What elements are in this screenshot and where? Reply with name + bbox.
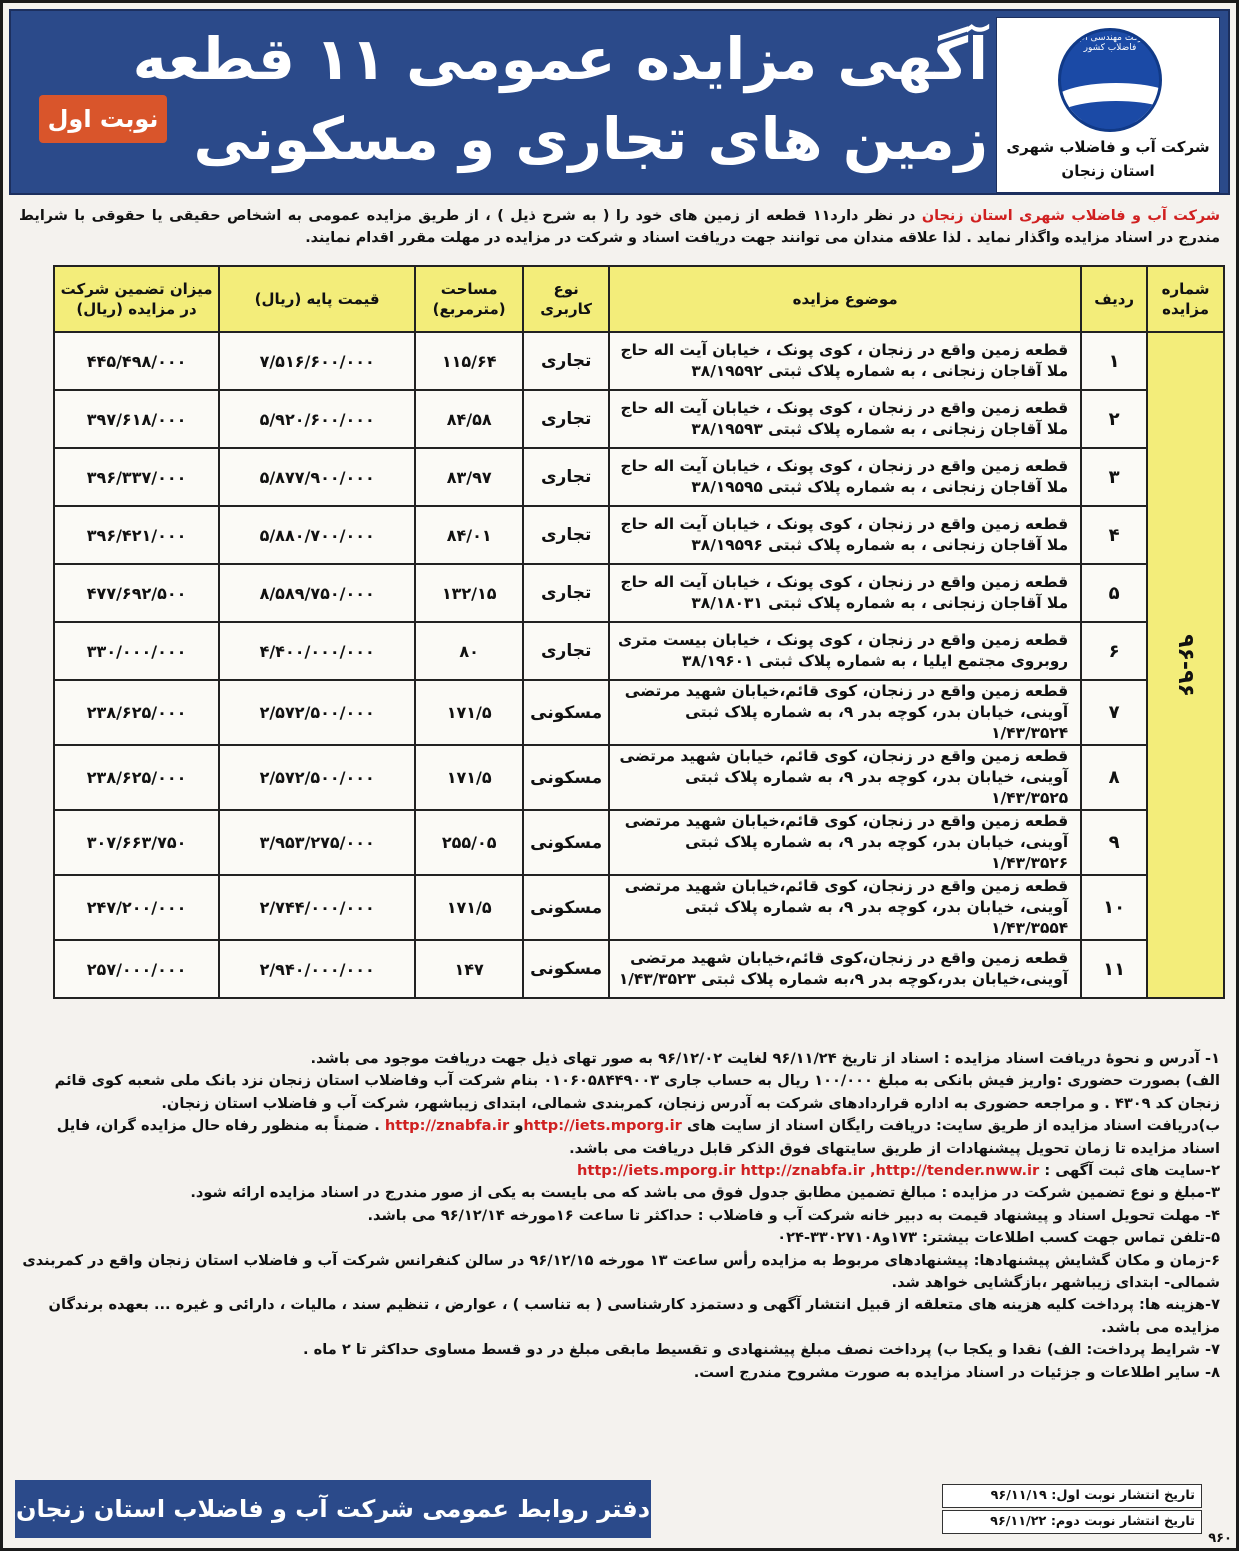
header-usage: نوع کاربری: [523, 266, 609, 332]
guarantee-cell: ۳۹۶/۴۲۱/۰۰۰: [54, 506, 219, 564]
subject-cell: قطعه زمین واقع در زنجان،کوی قائم،خیابان شهید مرتضی آوینی،خیابان بدر،کوچه بدر ۹،به شماره پلاک ثبتی ۱/۴۳/۳۵۲۳: [609, 940, 1081, 998]
base-price-cell: ۸/۵۸۹/۷۵۰/۰۰۰: [219, 564, 415, 622]
logo-wave-shape: [1058, 101, 1162, 132]
base-price-cell: ۲/۵۷۲/۵۰۰/۰۰۰: [219, 745, 415, 810]
base-price-cell: ۲/۷۴۴/۰۰۰/۰۰۰: [219, 875, 415, 940]
guarantee-cell: ۲۴۷/۲۰۰/۰۰۰: [54, 875, 219, 940]
table-row: [54, 564, 1224, 622]
note-7b: ۷- شرایط پرداخت: الف) نقدا و یکجا ب) پرداخت نصف مبلغ پیشنهادی و تقسیط مابقی مبلغ در دو قسط مساوی حداکثر تا ۲ ماه .: [302, 1341, 1220, 1359]
pub-date-first: تاریخ انتشار نوبت اول: ۹۶/۱۱/۱۹: [942, 1484, 1202, 1508]
logo-arc-text: شرکت مهندسی آب و فاضلاب کشور: [1069, 33, 1151, 53]
usage-cell: تجاری: [523, 622, 609, 680]
subject-cell: قطعه زمین واقع در زنجان ، کوی پونک ، خیابان آیت اله حاج ملا آقاجان زنجانی ، به شماره پلاک ثبتی ۳۸/۱۹۵۹۶: [609, 506, 1081, 564]
table-row: [54, 745, 1224, 810]
usage-cell: مسکونی: [523, 940, 609, 998]
logo-company-name: شرکت آب و فاضلاب شهری: [1006, 138, 1210, 156]
notes-section: [19, 1048, 1220, 1384]
usage-cell: مسکونی: [523, 875, 609, 940]
guarantee-cell: ۳۹۷/۶۱۸/۰۰۰: [54, 390, 219, 448]
area-cell: ۲۵۵/۰۵: [415, 810, 523, 875]
usage-cell: تجاری: [523, 390, 609, 448]
base-price-cell: ۳/۹۵۳/۲۷۵/۰۰۰: [219, 810, 415, 875]
row-number-cell: ۳: [1081, 448, 1147, 506]
link-znabfa[interactable]: http://znabfa.ir: [384, 1117, 510, 1135]
base-price-cell: ۲/۵۷۲/۵۰۰/۰۰۰: [219, 680, 415, 745]
guarantee-cell: ۴۷۷/۶۹۲/۵۰۰: [54, 564, 219, 622]
row-number-cell: ۱۱: [1081, 940, 1147, 998]
guarantee-cell: ۳۹۶/۳۳۷/۰۰۰: [54, 448, 219, 506]
guarantee-cell: ۳۰۷/۶۶۳/۷۵۰: [54, 810, 219, 875]
usage-cell: مسکونی: [523, 745, 609, 810]
subject-cell: قطعه زمین واقع در زنجان، کوی قائم،خیابان شهید مرتضی آوینی، خیابان بدر، کوچه بدر ۹، به شماره پلاک ثبتی ۱/۴۳/۳۵۲۶: [609, 810, 1081, 875]
area-cell: ۱۳۲/۱۵: [415, 564, 523, 622]
note-1b: [19, 1115, 1220, 1160]
row-number-cell: ۹: [1081, 810, 1147, 875]
subject-cell: قطعه زمین واقع در زنجان، کوی قائم، خیابان شهید مرتضی آوینی، خیابان بدر، کوچه بدر ۹، به شماره پلاک ثبتی ۱/۴۳/۳۵۲۵: [609, 745, 1081, 810]
row-number-cell: ۶: [1081, 622, 1147, 680]
subject-cell: قطعه زمین واقع در زنجان، کوی قائم،خیابان شهید مرتضی آوینی، خیابان بدر، کوچه بدر ۹، به شماره پلاک ثبتی ۱/۴۳/۳۵۲۴: [609, 680, 1081, 745]
logo-company-province: استان زنجان: [1061, 162, 1155, 180]
note-2-label: ۲-سایت های ثبت آگهی :: [1039, 1162, 1220, 1180]
header-row: ردیف: [1081, 266, 1147, 332]
note-7: ۷-هزینه ها: پرداخت کلیه هزینه های متعلقه از قبیل انتشار آگهی و دستمزد کارشناسی ( به تناسب ) ، عوارض ، تنظیم سند ، مالیات ، دارائی و غیره ... بعهده برندگان مزایده می باشد.: [48, 1296, 1220, 1336]
area-cell: ۱۷۱/۵: [415, 745, 523, 810]
intro-text: در نظر دارد۱۱ قطعه از زمین های خود را ( به شرح ذیل ) ، از طریق مزایده عمومی به اشخاص حقیقی یا حقوقی با شرایط مندرج در اسناد مزایده واگذار نماید . لذا علاقه مندان می توانند جهت دریافت اسناد و شرکت در مزایده در مهلت مقرر اقدام نمایند.: [19, 208, 1220, 246]
row-number-cell: ۴: [1081, 506, 1147, 564]
row-number-cell: ۸: [1081, 745, 1147, 810]
base-price-cell: ۴/۴۰۰/۰۰۰/۰۰۰: [219, 622, 415, 680]
table-row: [54, 680, 1224, 745]
note-3: ۳-مبلغ و نوع تضمین شرکت در مزایده : مبالغ تضمین مطابق جدول فوق می باشد که می بایست به یکی از صور مندرج در اسناد مزایده ارائه شود.: [190, 1184, 1220, 1202]
auction-table: [53, 265, 1225, 999]
intro-paragraph: [19, 205, 1220, 249]
usage-cell: تجاری: [523, 564, 609, 622]
row-number-cell: ۵: [1081, 564, 1147, 622]
usage-cell: تجاری: [523, 448, 609, 506]
area-cell: ۸۰: [415, 622, 523, 680]
subject-cell: قطعه زمین واقع در زنجان ، کوی پونک ، خیابان بیست متری روبروی مجتمع ایلیا ، به شماره پلاک ثبتی ۳۸/۱۹۶۰۱: [609, 622, 1081, 680]
note-4: ۴- مهلت تحویل اسناد و پیشنهاد قیمت به دبیر خانه شرکت آب و فاضلاب : حداکثر تا ساعت ۱۶مورخه ۹۶/۱۲/۱۴ می باشد.: [367, 1206, 1220, 1224]
area-cell: ۸۴/۰۱: [415, 506, 523, 564]
area-cell: ۱۴۷: [415, 940, 523, 998]
header-area: مساحت (مترمربع): [415, 266, 523, 332]
area-cell: ۸۴/۵۸: [415, 390, 523, 448]
notice-title-line2: زمین های تجاری و مسکونی: [193, 105, 988, 173]
table-row: [54, 506, 1224, 564]
table-row: [54, 810, 1224, 875]
water-drop-logo-icon: [1058, 28, 1162, 132]
usage-cell: مسکونی: [523, 680, 609, 745]
table-row: [54, 875, 1224, 940]
pub-date-second: تاریخ انتشار نوبت دوم: ۹۶/۱۱/۲۲: [942, 1510, 1202, 1534]
link-iets[interactable]: http://iets.mporg.ir: [523, 1117, 682, 1135]
table-row: [54, 622, 1224, 680]
note-1a: الف) بصورت حضوری :واریز فیش بانکی به مبلغ ۱۰۰/۰۰۰ ریال به حساب جاری ۰۱۰۶۰۵۸۴۴۹۰۰۳ بنام شرکت آب وفاضلاب استان زنجان نزد بانک ملی شعبه کوی قائم زنجان کد ۴۳۰۹ . و مراجعه حضوری به اداره قراردادهای شرکت به آدرس زنجان، کمربندی شمالی، ابتدای زیباشهر، شرکت آب و فاضلاب استان زنجان.: [54, 1072, 1220, 1112]
row-number-cell: ۷: [1081, 680, 1147, 745]
guarantee-cell: ۳۳۰/۰۰۰/۰۰۰: [54, 622, 219, 680]
note-1b-and: و: [509, 1117, 524, 1135]
base-price-cell: ۵/۸۸۰/۷۰۰/۰۰۰: [219, 506, 415, 564]
table-row: [54, 448, 1224, 506]
area-cell: ۱۷۱/۵: [415, 875, 523, 940]
area-cell: ۱۱۵/۶۴: [415, 332, 523, 390]
round-badge: نوبت اول: [39, 95, 167, 143]
note-5: ۵-تلفن تماس جهت کسب اطلاعات بیشتر: ۱۷۳و۳۳۰۲۷۱۰۸-۰۲۴: [777, 1229, 1220, 1247]
usage-cell: تجاری: [523, 506, 609, 564]
note-8: ۸- سایر اطلاعات و جزئیات در اسناد مزایده به صورت مشروح مندرج است.: [693, 1363, 1220, 1381]
header-auction-no: شماره مزایده: [1147, 266, 1224, 332]
note-1b-text: ب)دریافت اسناد مزایده از طریق سایت: دریافت رایگان اسناد از سایت های: [681, 1117, 1220, 1135]
table-row: [54, 332, 1224, 390]
registration-sites-links[interactable]: http://iets.mporg.ir http://znabfa.ir ,http://tender.nww.ir: [576, 1162, 1040, 1180]
row-number-cell: ۲: [1081, 390, 1147, 448]
guarantee-cell: ۲۵۷/۰۰۰/۰۰۰: [54, 940, 219, 998]
usage-cell: مسکونی: [523, 810, 609, 875]
note-1b-text2: . ضمناً به منظور رفاه حال مزایده گران، فایل اسناد مزایده تا زمان تحویل پیشنهادات از طریق سایتهای فوق الذکر قابل دریافت می باشد.: [56, 1117, 1220, 1157]
usage-cell: تجاری: [523, 332, 609, 390]
notice-title-line1: آگهی مزایده عمومی ۱۱ قطعه: [132, 25, 988, 93]
area-cell: ۸۳/۹۷: [415, 448, 523, 506]
guarantee-cell: ۲۳۸/۶۲۵/۰۰۰: [54, 680, 219, 745]
subject-cell: قطعه زمین واقع در زنجان ، کوی پونک ، خیابان آیت اله حاج ملا آقاجان زنجانی ، به شماره پلاک ثبتی ۳۸/۱۸۰۳۱: [609, 564, 1081, 622]
table-row: [54, 390, 1224, 448]
note-6: ۶-زمان و مکان گشایش پیشنهادها: پیشنهادهای مربوط به مزایده رأس ساعت ۱۳ مورخه ۹۶/۱۲/۱۵ در سالن کنفرانس شرکت آب و فاضلاب استان زنجان واقع در کمربندی شمالی- ابتدای زیباشهر ،بازگشایی خواهد شد.: [22, 1251, 1220, 1292]
base-price-cell: ۵/۹۲۰/۶۰۰/۰۰۰: [219, 390, 415, 448]
page-code: ۹۶۰: [1208, 1531, 1232, 1546]
area-cell: ۱۷۱/۵: [415, 680, 523, 745]
base-price-cell: ۲/۹۴۰/۰۰۰/۰۰۰: [219, 940, 415, 998]
intro-company-name: شرکت آب و فاضلاب شهری استان زنجان: [921, 208, 1220, 224]
subject-cell: قطعه زمین واقع در زنجان ، کوی پونک ، خیابان آیت اله حاج ملا آقاجان زنجانی ، به شماره پلاک ثبتی ۳۸/۱۹۵۹۲: [609, 332, 1081, 390]
company-logo-box: [996, 17, 1220, 193]
guarantee-cell: ۲۳۸/۶۲۵/۰۰۰: [54, 745, 219, 810]
header-guarantee: میزان تضمین شرکت در مزایده (ریال): [54, 266, 219, 332]
base-price-cell: ۷/۵۱۶/۶۰۰/۰۰۰: [219, 332, 415, 390]
note-1: ۱- آدرس و نحوهٔ دریافت اسناد مزایده : اسناد از تاریخ ۹۶/۱۱/۲۴ لغایت ۹۶/۱۲/۰۲ به صور تهای ذیل جهت دریافت موجود می باشد.: [310, 1050, 1220, 1067]
note-2: [19, 1160, 1220, 1182]
auction-number-cell: [1147, 332, 1224, 998]
table-header-row: [54, 266, 1224, 332]
subject-cell: قطعه زمین واقع در زنجان ، کوی پونک ، خیابان آیت اله حاج ملا آقاجان زنجانی ، به شماره پلاک ثبتی ۳۸/۱۹۵۹۵: [609, 448, 1081, 506]
table-row: [54, 940, 1224, 998]
header-subject: موضوع مزایده: [609, 266, 1081, 332]
subject-cell: قطعه زمین واقع در زنجان، کوی قائم،خیابان شهید مرتضی آوینی، خیابان بدر، کوچه بدر ۹، به شماره پلاک ثبتی ۱/۴۳/۳۵۵۴: [609, 875, 1081, 940]
subject-cell: قطعه زمین واقع در زنجان ، کوی پونک ، خیابان آیت اله حاج ملا آقاجان زنجانی ، به شماره پلاک ثبتی ۳۸/۱۹۵۹۳: [609, 390, 1081, 448]
publication-dates: [942, 1484, 1202, 1536]
base-price-cell: ۵/۸۷۷/۹۰۰/۰۰۰: [219, 448, 415, 506]
auction-number: ۹۶-۹۶: [1173, 633, 1199, 697]
row-number-cell: ۱: [1081, 332, 1147, 390]
public-relations-footer: دفتر روابط عمومی شرکت آب و فاضلاب استان زنجان: [15, 1480, 651, 1538]
row-number-cell: ۱۰: [1081, 875, 1147, 940]
notice-header: [9, 9, 1230, 195]
header-base-price: قیمت پایه (ریال): [219, 266, 415, 332]
guarantee-cell: ۴۴۵/۴۹۸/۰۰۰: [54, 332, 219, 390]
